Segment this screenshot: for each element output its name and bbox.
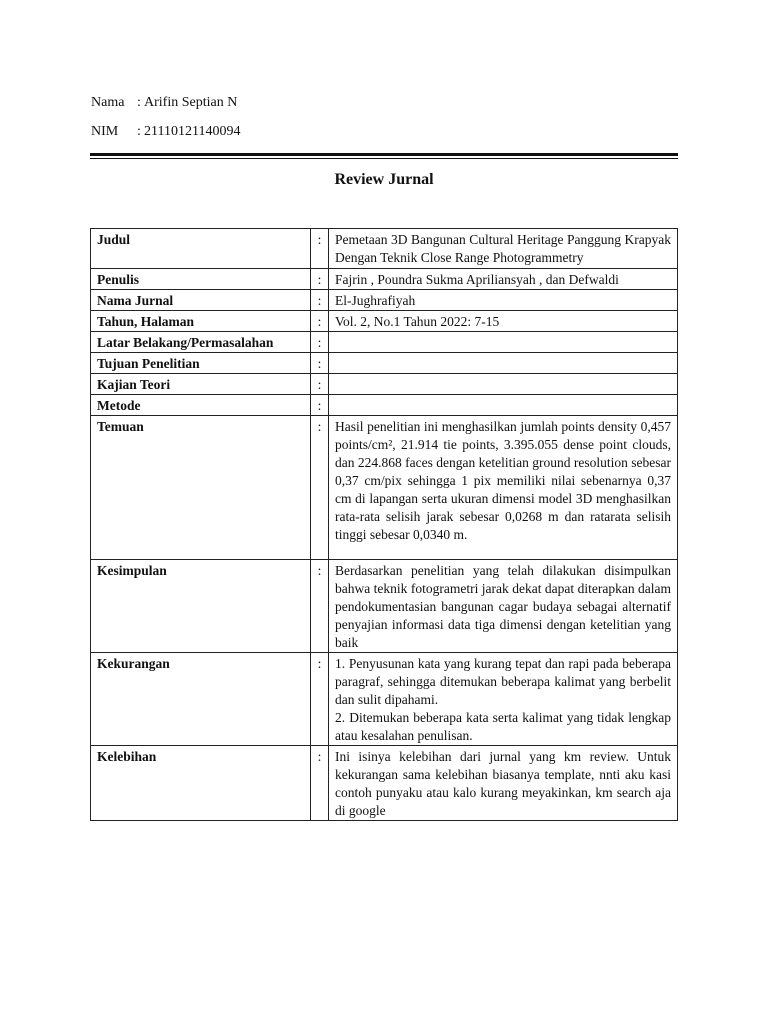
- table-row: [91, 416, 678, 560]
- row-label: Kesimpulan: [91, 560, 311, 653]
- review-table-body: [91, 229, 678, 821]
- row-label: Kajian Teori: [91, 374, 311, 395]
- header-rule-thick: [90, 153, 678, 156]
- row-value: [329, 653, 678, 746]
- row-separator: :: [311, 311, 329, 332]
- table-row: [91, 229, 678, 269]
- row-label: Tahun, Halaman: [91, 311, 311, 332]
- row-label: Tujuan Penelitian: [91, 353, 311, 374]
- row-value: [329, 353, 678, 374]
- row-value: El-Jughrafiyah: [329, 290, 678, 311]
- row-label: Temuan: [91, 416, 311, 560]
- row-value-item: 1. Penyusunan kata yang kurang tepat dan rapi pada beberapa paragraf, sehingga ditemukan beberapa kalimat yang berbelit dan sulit dipahami.: [335, 656, 671, 707]
- row-value: Pemetaan 3D Bangunan Cultural Heritage Panggung Krapyak Dengan Teknik Close Range Photogrammetry: [329, 229, 678, 269]
- table-row: [91, 311, 678, 332]
- row-separator: :: [311, 269, 329, 290]
- row-value: Fajrin , Poundra Sukma Apriliansyah , dan Defwaldi: [329, 269, 678, 290]
- row-separator: :: [311, 653, 329, 746]
- row-separator: :: [311, 229, 329, 269]
- row-value: Hasil penelitian ini menghasilkan jumlah points density 0,457 points/cm², 21.914 tie points, 3.395.055 dense point clouds, dan 224.868 faces dengan ketelitian ground resolution sebesar 0,37 cm/pix sehingga 1 pix memiliki nilai sebenarnya 0,37 cm di lapangan serta ukuran dimensi model 3D menghasilkan rata-rata selisih jarak sebesar 0,0268 m dan ratarata selisih tinggi sebesar 0,0340 m.: [329, 416, 678, 560]
- table-row: [91, 746, 678, 821]
- row-label: Metode: [91, 395, 311, 416]
- row-label: Latar Belakang/Permasalahan: [91, 332, 311, 353]
- nim-separator: :: [137, 124, 141, 139]
- table-row: [91, 560, 678, 653]
- table-row: [91, 374, 678, 395]
- row-value: [329, 395, 678, 416]
- table-row: [91, 653, 678, 746]
- row-value: Ini isinya kelebihan dari jurnal yang km review. Untuk kekurangan sama kelebihan biasanya template, nnti aku kasi contoh punyaku atau kalo kurang meyakinkan, km search aja di google: [329, 746, 678, 821]
- row-label: Penulis: [91, 269, 311, 290]
- header-rule-thin: [90, 158, 678, 159]
- name-value: Arifin Septian N: [144, 95, 238, 110]
- row-value: Berdasarkan penelitian yang telah dilakukan disimpulkan bahwa teknik fotogrametri jarak dekat dapat diterapkan dalam pendokumentasian bangunan cagar budaya sebagai alternatif penyajian informasi data tiga dimensi dengan ketelitian yang baik: [329, 560, 678, 653]
- row-separator: :: [311, 746, 329, 821]
- nim-line: [91, 124, 240, 140]
- review-table: [90, 228, 678, 821]
- row-separator: :: [311, 416, 329, 560]
- row-separator: :: [311, 353, 329, 374]
- table-row: [91, 395, 678, 416]
- row-label: Kekurangan: [91, 653, 311, 746]
- name-label: Nama: [91, 95, 125, 110]
- row-separator: :: [311, 395, 329, 416]
- nim-label: NIM: [91, 124, 119, 139]
- table-row: [91, 290, 678, 311]
- table-row: [91, 269, 678, 290]
- row-label: Kelebihan: [91, 746, 311, 821]
- name-separator: :: [137, 95, 141, 110]
- row-value: Vol. 2, No.1 Tahun 2022: 7-15: [329, 311, 678, 332]
- row-value: [329, 332, 678, 353]
- row-separator: :: [311, 290, 329, 311]
- row-label: Nama Jurnal: [91, 290, 311, 311]
- row-separator: :: [311, 374, 329, 395]
- row-separator: :: [311, 560, 329, 653]
- row-value: [329, 374, 678, 395]
- row-value-item: 2. Ditemukan beberapa kata serta kalimat yang tidak lengkap atau kesalahan penulisan.: [335, 710, 671, 743]
- row-label: Judul: [91, 229, 311, 269]
- row-separator: :: [311, 332, 329, 353]
- page-title: Review Jurnal: [334, 171, 434, 188]
- table-row: [91, 332, 678, 353]
- nim-value: 21110121140094: [144, 124, 241, 139]
- table-row: [91, 353, 678, 374]
- name-line: [91, 95, 237, 111]
